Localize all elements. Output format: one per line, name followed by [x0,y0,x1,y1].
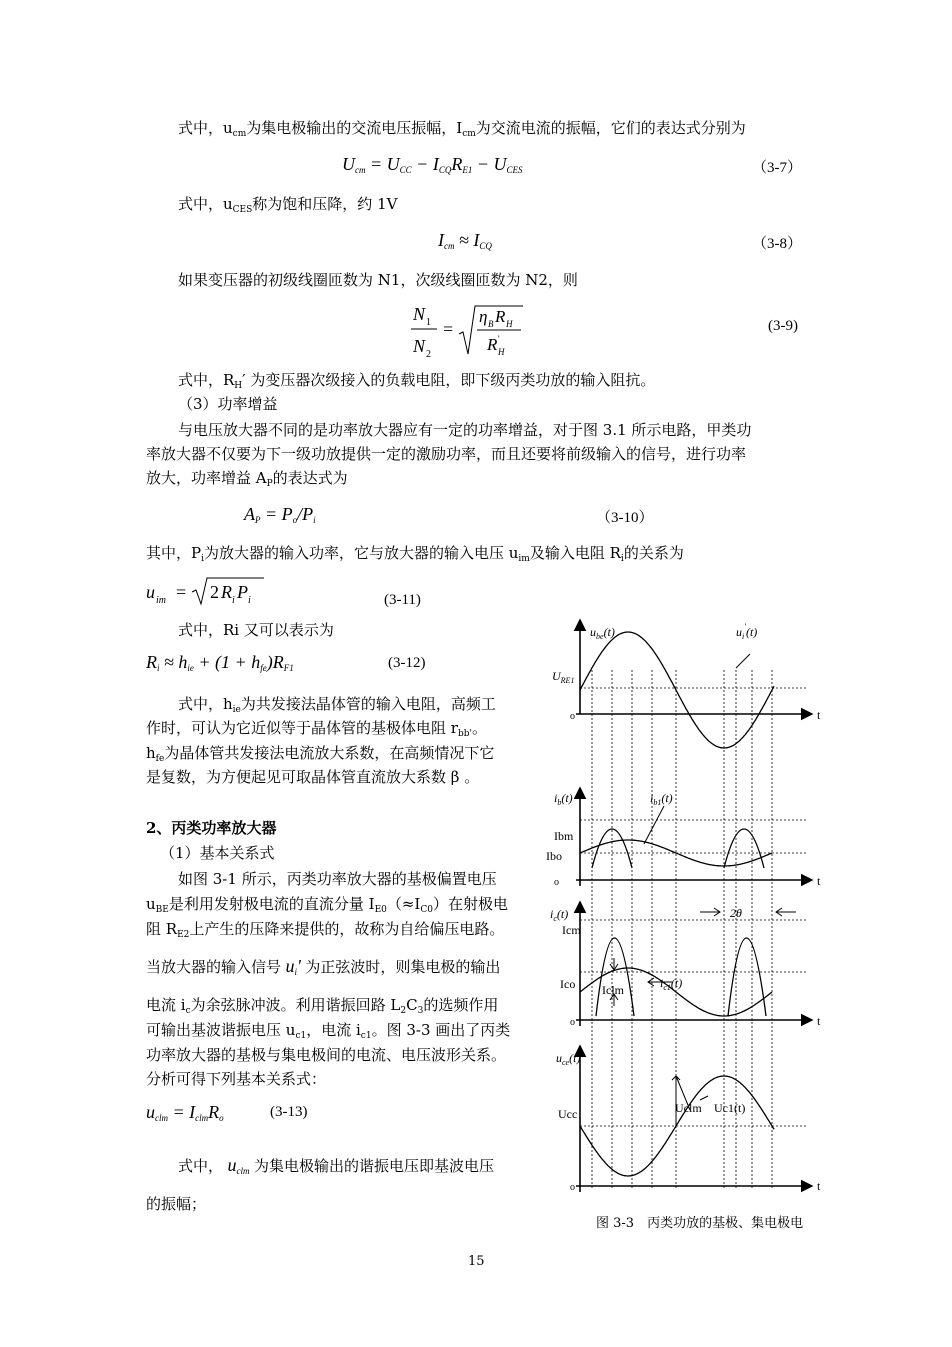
label-t2: t [817,874,821,888]
subscript: C0 [420,905,433,915]
subscript: 3 [417,1006,424,1016]
text-run: 为正弦波时，则集电极的输出 [305,958,501,976]
para-uces [178,194,397,220]
para-power-gain-l2: 率放大器不仅要为下一级功放提供一定的激励功率，而且还要将前级输入的信号，进行功率 [146,445,747,463]
text-run: 为集电极输出的交流电压振幅，I [246,119,463,137]
equation-number: （3-8） [752,236,802,252]
text-run: h [146,744,156,762]
svg-text:i: i [248,595,251,606]
text-run: u [146,895,156,913]
svg-text:im: im [156,595,166,606]
para-uclm-l1 [178,1155,494,1181]
label-2theta: 2θ [730,906,742,920]
label-ico: Ico [560,977,576,991]
ic-pulse-2 [728,938,766,1016]
text-run: 上产生的压降来提供的，故称为自给偏压电路。 [189,920,505,938]
text-run: 的表达式为 [272,469,348,487]
label-ibm: Ibm [554,829,574,843]
subscript: c [185,1006,191,1016]
subscript: cm [462,129,476,139]
svg-text:R: R [495,307,506,326]
svg-text:R: R [487,335,498,354]
label-ic: $i_c(t)$ [550,907,569,923]
label-ib1: $i_{b1}(t)$ [650,791,673,807]
figure-3-3-waveforms [540,610,835,1210]
label-ucc: Ucc [558,1107,578,1121]
text-run: 的关系为 [623,544,684,562]
subscript: fe [155,754,165,764]
text-run: 的选频作用 [423,996,499,1014]
svg-text:N: N [413,336,426,356]
para-ucm-description [178,118,746,144]
text-run: （≈I [386,895,421,913]
para-hie-l1 [178,694,496,720]
label-iclm: Iclm [602,983,624,997]
para-class-c-l6 [146,1020,510,1046]
subheading-basic-relations: （1）基本关系式 [160,844,275,862]
para-class-c-l8: 分析可得下列基本关系式： [146,1070,327,1088]
svg-text:H: H [506,319,513,329]
equation-number: (3-9) [768,318,798,334]
label-uc1: Uc1(t) [714,1101,746,1115]
inline-math-uclm: $u_{clm}$ [223,1155,250,1176]
svg-text:1: 1 [426,317,431,328]
text-run: 式中，u [178,195,233,213]
para-hie-l2 [146,718,487,744]
theta-arrow-right [776,908,796,916]
text-run: 作时，可认为它近似等于晶体管的基极体电阻 r [146,719,458,737]
label-icm: Icm [562,923,581,937]
text-run: 当放大器的输入信号 [146,958,282,976]
label-uclm: Uclm [675,1101,702,1115]
text-run: 电流 i [146,996,186,1014]
svg-text:u: u [146,582,155,602]
subscript: ie [232,705,241,715]
text-run: 放大，功率增益 A [146,469,267,487]
label-t3: t [817,1014,821,1028]
text-run: 为晶体管共发接法电流放大系数，在高频情况下它 [164,744,495,762]
text-run: 式中， [178,1157,224,1175]
page-number: 15 [468,1254,485,1269]
text-run: 式中，u [178,119,233,137]
subscript: bb' [457,729,472,739]
equation-3-8: $I_{cm} \approx I_{CQ}$ [438,230,492,251]
equation-3-13: $u_{clm} = I_{clm}R_o$ [146,1102,224,1123]
subscript: i [620,554,624,564]
label-t1: t [817,708,821,722]
equation-number: (3-12) [388,655,426,671]
label-ube: $u_{be}(t)$ [590,625,615,641]
para-transformer: 如果变压器的初级线圈匝数为 N1，次级线圈匝数为 N2，则 [178,271,578,289]
label-ure1: $U_{RE1}$ [552,669,575,685]
text-run: 及输入电阻 R [529,544,621,562]
text-run: ，电流 i [306,1021,361,1039]
subscript: H [234,381,243,391]
subscript: c1 [295,1031,307,1041]
label-o3: o [570,1017,575,1028]
label-uce: $u_{ce}(t)$ [556,1051,581,1067]
text-run: 称为饱和压降，约 1V [252,195,398,213]
para-class-c-l2 [146,894,508,920]
equation-number: （3-7） [752,160,802,176]
subscript: E0 [374,905,387,915]
equation-3-10: $A_P = P_o/P_i$ [244,504,316,525]
svg-text:2: 2 [210,582,219,602]
subscript: cm [232,129,247,139]
iclm-arrow-down [610,958,618,970]
svg-text:i: i [232,595,235,606]
text-run: 可输出基波谐振电压 u [146,1021,296,1039]
subheading-power-gain: （3）功率增益 [178,395,278,413]
svg-text:η: η [479,307,488,326]
text-run: 其中，P [146,544,202,562]
text-run: 是利用发射极电流的直流分量 I [168,895,375,913]
theta-arrow-left [700,908,720,916]
label-ibo: Ibo [546,849,562,863]
svg-text:P: P [237,582,248,602]
svg-text:B: B [488,319,494,329]
label-ic1: $i_{c1}(t)$ [660,976,683,992]
label-ui: $u_i'(t)$ [736,622,758,641]
label-ib: $i_b(t)$ [554,791,573,807]
svg-text:': ' [498,334,500,344]
ib1-pointer [644,806,664,844]
text-run: 为共发接法晶体管的输入电阻，高频工 [240,695,496,713]
text-run: 。 [471,719,487,737]
subscript: i [201,554,204,564]
para-class-c-l7: 功率放大器的基极与集电极间的电流、电压波形关系。 [146,1046,507,1064]
para-ri: 式中，Ri 又可以表示为 [178,621,334,639]
equation-3-11 [146,572,276,608]
equation-3-12: $R_i \approx h_{ie} + (1 + h_{fe})R_{F1}$ [146,652,294,673]
text-run: 阻 R [146,920,178,938]
figure-caption: 图 3-3 丙类功放的基极、集电极电 [596,1216,804,1231]
equation-number: (3-11) [384,592,421,608]
ube-curve [580,632,774,748]
para-hie-l4: 是复数，为方便起见可取晶体管直流放大系数 β 。 [146,768,480,786]
para-class-c-l5 [146,995,498,1021]
subscript: c1 [360,1031,372,1041]
text-run: ）在射极电 [432,895,508,913]
equation-3-7: $U_{cm} = U_{CC} - I_{CQ}R_{E1} - U_{CES}$ [342,154,523,175]
svg-text:H: H [498,347,505,357]
label-o1: o [570,711,575,722]
svg-text:R: R [221,582,232,602]
text-run: 。图 3-3 画出了丙类 [371,1021,511,1039]
inline-math-ui: $u_i'$ [281,956,306,977]
svg-text:2: 2 [426,349,431,358]
subscript: BE [155,905,169,915]
ib-pulse-2 [724,829,764,868]
svg-text:=: = [176,582,187,602]
text-run: ′ 为变压器次级接入的负载电阻，即下级丙类功放的输入阻抗。 [242,371,656,389]
text-run: 式中，h [178,695,233,713]
label-o2: o [554,877,559,888]
svg-text:N: N [413,304,426,324]
para-class-c-l3 [146,919,504,945]
subscript: 2 [400,1006,407,1016]
ui-pointer [736,654,750,668]
para-uclm-l2: 的振幅； [146,1195,207,1213]
svg-text:=: = [443,319,454,339]
subscript: E2 [177,930,190,940]
label-o4: o [570,1182,575,1193]
subscript: im [518,554,530,564]
equation-3-9 [405,300,535,358]
equation-number: （3-10） [596,510,654,526]
text-run: 式中，R [178,371,235,389]
para-hie-l3 [146,743,494,769]
para-power-gain-l1: 与电压放大器不同的是功率放大器应有一定的功率增益，对于图 3.1 所示电路，甲类功 [178,421,752,439]
para-class-c-l4 [146,956,500,982]
label-t4: t [817,1179,821,1193]
text-run: 为交流电流的振幅，它们的表达式分别为 [475,119,746,137]
figure-marks [610,654,796,1126]
equation-number: (3-13) [270,1104,308,1120]
text-run: 为余弦脉冲波。利用谐振回路 L [190,996,401,1014]
para-power-gain-l3 [146,468,348,494]
text-run: C [406,996,418,1014]
section-heading: 2、丙类功率放大器 [146,819,277,837]
para-rh [178,370,655,396]
subscript: CES [232,205,253,215]
text-run: 为放大器的输入功率，它与放大器的输入电压 u [203,544,519,562]
para-class-c-l1: 如图 3-1 所示，丙类功率放大器的基极偏置电压 [178,870,497,888]
subscript: P [266,479,273,489]
para-input-power [146,543,684,569]
text-run: 为集电极输出的谐振电压即基波电压 [254,1157,495,1175]
